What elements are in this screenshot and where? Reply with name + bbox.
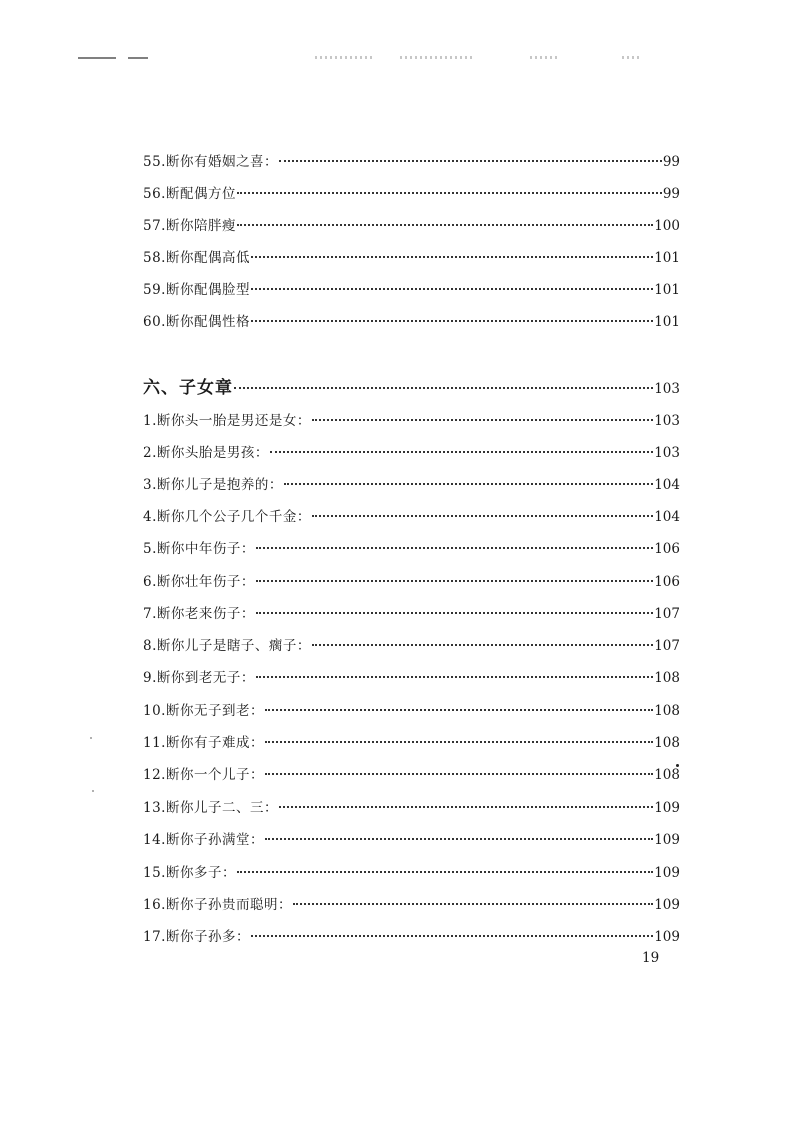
toc-entry-page: 109 (654, 800, 680, 816)
toc-entry-page: 108 (654, 767, 680, 783)
toc-leader (256, 676, 653, 678)
header-rule (78, 57, 116, 59)
toc-leader (237, 871, 653, 873)
header-faint-mark (530, 56, 558, 59)
toc-entry-title: 15.断你多子： (143, 865, 236, 881)
toc-leader (279, 806, 653, 808)
toc-entry-page: 99 (662, 186, 680, 202)
toc-entry-page: 107 (654, 606, 680, 622)
toc-entry-title: 6.断你壮年伤子： (143, 574, 255, 590)
toc-entry[interactable] (143, 861, 680, 885)
toc-entry[interactable] (143, 602, 680, 626)
header-rule (128, 57, 148, 59)
toc-entry[interactable] (143, 699, 680, 723)
toc-entry[interactable] (143, 182, 680, 206)
toc-entry-page: 100 (654, 218, 680, 234)
toc-leader (265, 741, 653, 743)
toc-entry[interactable] (143, 310, 680, 334)
toc-entry[interactable] (143, 893, 680, 917)
toc-entry-page: 109 (654, 897, 680, 913)
toc-entry-title: 7.断你老来伤子： (143, 606, 255, 622)
toc-entry-page: 108 (654, 703, 680, 719)
toc-entry-title: 14.断你子孙满堂： (143, 832, 264, 848)
toc-leader (251, 320, 653, 322)
toc-leader (251, 935, 653, 937)
toc-section-page: 103 (654, 381, 680, 397)
page-number: 19 (642, 950, 660, 966)
toc-entry-page: 109 (654, 929, 680, 945)
toc-entry-page: 103 (654, 413, 680, 429)
toc-entry-page: 101 (654, 250, 680, 266)
toc-entry-title: 57.断你陪胖瘦 (143, 218, 236, 234)
toc-leader (312, 644, 653, 646)
toc-entry-page: 101 (654, 282, 680, 298)
toc-leader (265, 838, 653, 840)
toc-section-title: 六、子女章 (143, 378, 233, 398)
toc-entry[interactable] (143, 537, 680, 561)
toc-entry-title: 4.断你几个公子几个千金： (143, 509, 311, 525)
toc-entry-page: 106 (654, 541, 680, 557)
toc-leader (312, 419, 653, 421)
toc-entry[interactable] (143, 505, 680, 529)
toc-entry[interactable] (143, 763, 680, 787)
toc-entry-title: 58.断你配偶高低 (143, 250, 250, 266)
toc-entry[interactable] (143, 473, 680, 497)
toc-entry[interactable] (143, 278, 680, 302)
scan-speck (92, 790, 94, 792)
toc-entry-page: 104 (654, 509, 680, 525)
header-faint-mark (622, 56, 640, 59)
toc-entry-title: 60.断你配偶性格 (143, 314, 250, 330)
toc-entry-page: 101 (654, 314, 680, 330)
scan-header-strip (0, 52, 793, 64)
toc-entry[interactable] (143, 214, 680, 238)
toc-entry-title: 5.断你中年伤子： (143, 541, 255, 557)
toc-entry-title: 59.断你配偶脸型 (143, 282, 250, 298)
toc-leader (251, 288, 653, 290)
toc-entry[interactable] (143, 150, 680, 174)
toc-leader (284, 483, 653, 485)
toc-leader (265, 773, 653, 775)
toc-leader (256, 547, 653, 549)
scan-speck (90, 737, 92, 739)
toc-leader (270, 451, 653, 453)
toc-entry[interactable] (143, 441, 680, 465)
toc-entry[interactable] (143, 634, 680, 658)
toc-leader (251, 256, 653, 258)
toc-entry-title: 16.断你子孙贵而聪明： (143, 897, 292, 913)
toc-leader (265, 709, 653, 711)
toc-leader (256, 580, 653, 582)
toc-entry-page: 106 (654, 574, 680, 590)
toc-section-heading[interactable] (143, 376, 680, 400)
toc-entry[interactable] (143, 828, 680, 852)
header-faint-mark (400, 56, 475, 59)
toc-entry[interactable] (143, 925, 680, 949)
scan-speck (676, 764, 679, 767)
toc-leader (293, 903, 653, 905)
toc-entry-page: 103 (654, 445, 680, 461)
toc-entry-title: 55.断你有婚姻之喜： (143, 154, 278, 170)
toc-entry-title: 1.断你头一胎是男还是女： (143, 413, 311, 429)
toc-entry[interactable] (143, 246, 680, 270)
toc-entry-page: 109 (654, 865, 680, 881)
toc-entry-title: 8.断你儿子是瞎子、瘸子： (143, 638, 311, 654)
toc-leader (279, 160, 662, 162)
toc-entry[interactable] (143, 731, 680, 755)
toc-entry-page: 108 (654, 670, 680, 686)
toc-entry-title: 9.断你到老无子： (143, 670, 255, 686)
toc-entry[interactable] (143, 666, 680, 690)
toc-entry-title: 13.断你儿子二、三： (143, 800, 278, 816)
toc-entry-title: 56.断配偶方位 (143, 186, 236, 202)
toc-entry-title: 17.断你子孙多： (143, 929, 250, 945)
toc-leader (312, 515, 653, 517)
header-faint-mark (315, 56, 375, 59)
toc-entry-title: 11.断你有子难成： (143, 735, 264, 751)
toc-leader (256, 612, 653, 614)
toc-entry-title: 12.断你一个儿子： (143, 767, 264, 783)
toc-entry-page: 108 (654, 735, 680, 751)
toc-leader (234, 387, 653, 389)
toc-leader (237, 224, 653, 226)
toc-entry-title: 3.断你儿子是抱养的： (143, 477, 283, 493)
toc-entry-title: 2.断你头胎是男孩： (143, 445, 269, 461)
toc-entry[interactable] (143, 796, 680, 820)
toc-entry-title: 10.断你无子到老： (143, 703, 264, 719)
toc-entry-page: 107 (654, 638, 680, 654)
toc-leader (237, 192, 662, 194)
toc-entry-page: 109 (654, 832, 680, 848)
toc-entry-page: 99 (662, 154, 680, 170)
toc-entry-page: 104 (654, 477, 680, 493)
toc-entry[interactable] (143, 570, 680, 594)
toc-entry[interactable] (143, 409, 680, 433)
